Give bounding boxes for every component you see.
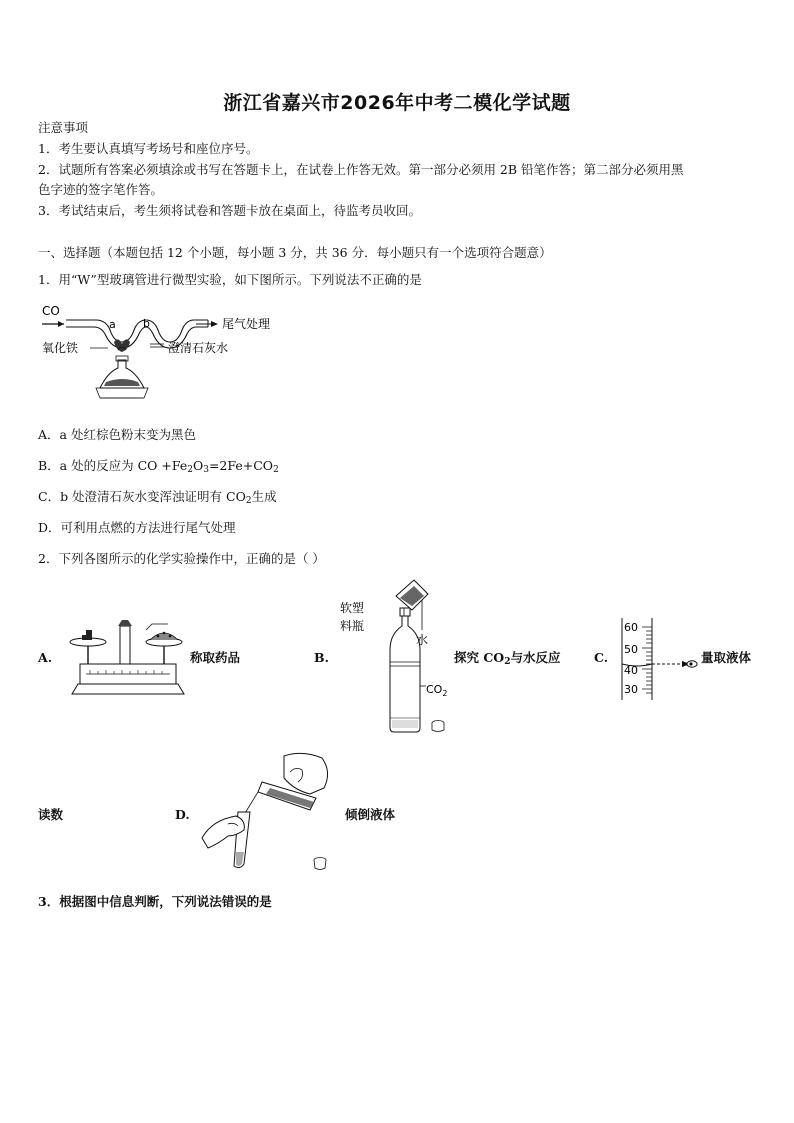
- q2-option-d-text: 倾倒液体: [345, 807, 396, 822]
- q1-option-a: A．a 处红棕色粉末变为黑色: [38, 427, 196, 442]
- q2-option-d-letter: D.: [175, 807, 190, 822]
- question-2-stem: 2．下列各图所示的化学实验操作中，正确的是（ ）: [38, 551, 325, 566]
- q1-co-label: CO: [42, 304, 60, 318]
- question-1-stem: 1．用“W”型玻璃管进行微型实验，如下图所示。下列说法不正确的是: [38, 272, 422, 287]
- notice-item-3: 3．考试结束后，考生须将试卷和答题卡放在桌面上，待监考员收回。: [38, 203, 421, 218]
- q2-c-tick-60: 60: [624, 621, 638, 634]
- q2-d-pour-figure: [198, 748, 338, 878]
- q2-option-b-letter: B.: [314, 650, 329, 665]
- q2-c-tick-40: 40: [624, 664, 638, 677]
- question-3-stem: 3．根据图中信息判断，下列说法错误的是: [38, 894, 272, 909]
- q2-b-bottle-figure: [338, 578, 458, 738]
- q2-b-water-label: 水: [416, 633, 429, 647]
- q2-option-c-letter: C.: [594, 650, 609, 665]
- q1-figure: [38, 300, 298, 410]
- q1-label-a: a: [109, 318, 116, 331]
- q2-a-balance-figure: [68, 616, 188, 696]
- q2-option-a-letter: A.: [38, 650, 53, 665]
- q1-option-b: B．a 处的反应为 CO $+Fe_2O_3=2Fe+CO_2$: [38, 458, 279, 475]
- q1-limewater-label: 澄清石灰水: [168, 341, 229, 355]
- notice-item-2: 2．试题所有答案必须填涂或书写在答题卡上，在试卷上作答无效。第一部分必须用 2B 铅笔作答；第二部分必须用黑: [38, 162, 684, 177]
- q1-exhaust-label: 尾气处理: [222, 317, 271, 331]
- section-heading: 一、选择题（本题包括 12 个小题，每小题 3 分，共 36 分．每小题只有一个选项符合题意）: [38, 245, 552, 260]
- notice-item-1: 1．考生要认真填写考场号和座位序号。: [38, 141, 259, 156]
- notice-item-2-cont: 色字迹的签字笔作答。: [38, 182, 164, 197]
- q2-option-a-text: 称取药品: [190, 650, 241, 665]
- q1-label-b: b: [143, 317, 150, 330]
- q2-c-tick-30: 30: [624, 683, 638, 696]
- q2-option-c-text: 量取液体: [701, 650, 752, 665]
- q2-option-c-read: 读数: [38, 807, 64, 822]
- q2-b-co2-label: $CO_2$: [426, 683, 448, 698]
- q2-b-bottle-label-1: 软塑: [340, 601, 365, 615]
- q1-option-d: D．可利用点燃的方法进行尾气处理: [38, 520, 236, 535]
- q1-option-c: C．b 处澄清石灰水变浑浊证明有 $CO_2$生成: [38, 489, 277, 506]
- q1-iron-oxide-label: 氧化铁: [42, 341, 79, 355]
- q2-b-bottle-label-2: 料瓶: [340, 619, 365, 633]
- q2-option-b-text: 探究 $CO_2$与水反应: [454, 650, 561, 667]
- page-title: 浙江省嘉兴市2026年中考二模化学试题: [223, 92, 571, 114]
- q2-c-tick-50: 50: [624, 643, 638, 656]
- notice-heading: 注意事项: [38, 120, 89, 135]
